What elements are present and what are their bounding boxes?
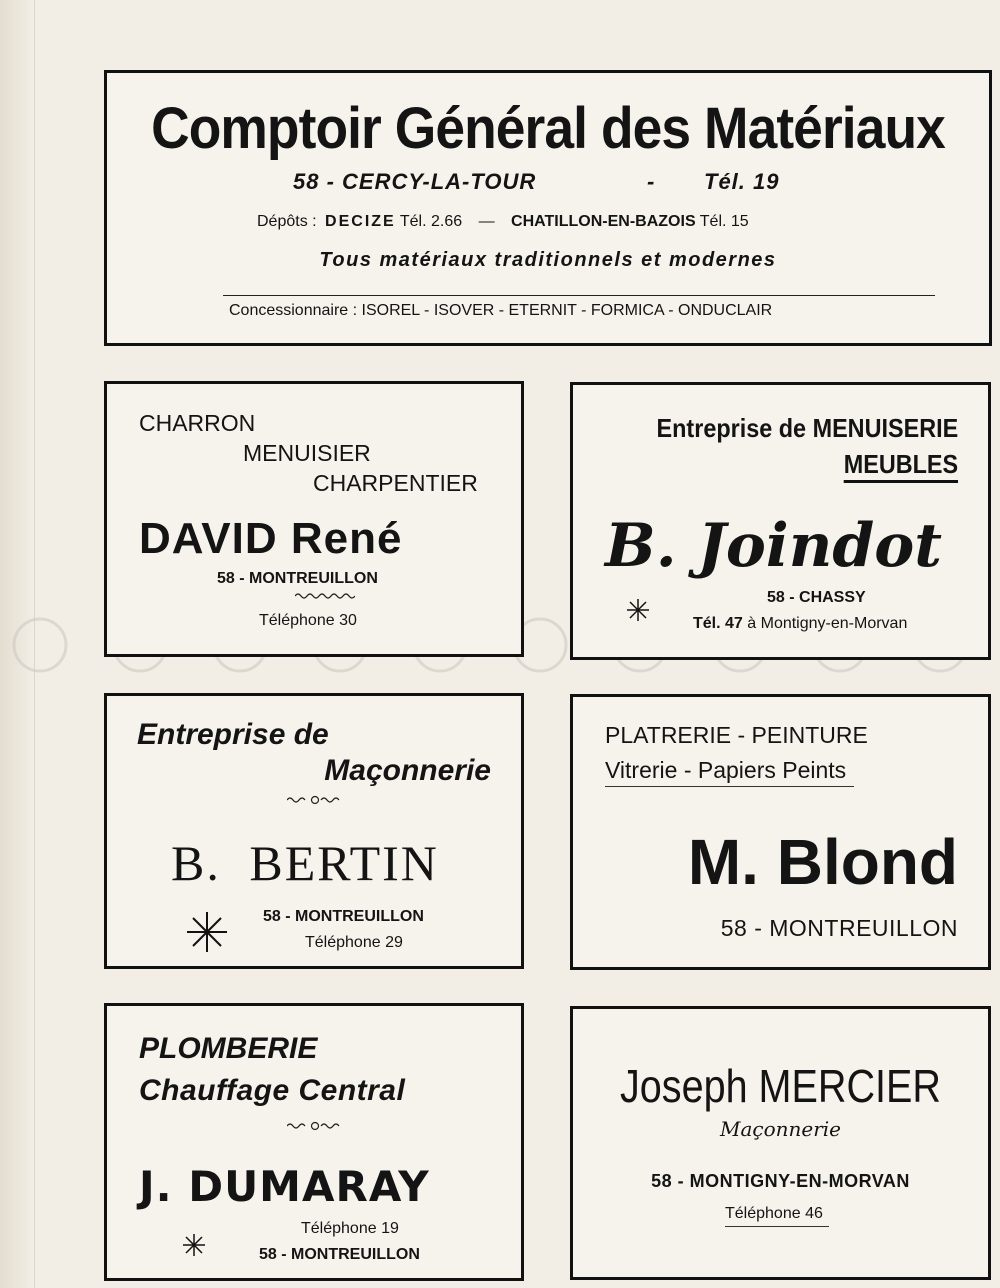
depots-label: Dépôts : (257, 213, 317, 230)
dumaray-trade-2: Chauffage Central (139, 1074, 406, 1107)
blond-trade-1: PLATRERIE - PEINTURE (605, 722, 868, 748)
blond-trade-2: Vitrerie - Papiers Peints (605, 757, 854, 787)
bertin-phone: Téléphone 29 (305, 934, 403, 951)
star-icon (187, 912, 227, 952)
joindot-name: B. Joindot (605, 511, 943, 581)
joindot-meubles: MEUBLES (844, 449, 958, 483)
joindot-phone (693, 615, 907, 633)
mercier-name: Joseph MERCIER (620, 1060, 941, 1112)
joindot-phone-location: à Montigny-en-Morvan (747, 615, 908, 632)
david-phone: Téléphone 30 (259, 612, 357, 629)
dumaray-name: J. DUMARAY (139, 1162, 430, 1211)
comptoir-concession: Concessionnaire : ISOREL - ISOVER - ETERNIT - FORMICA - ONDUCLAIR (229, 302, 773, 319)
comptoir-advert (104, 70, 992, 346)
joindot-address: 58 - CHASSY (767, 589, 866, 606)
mercier-phone: Téléphone 46 (725, 1205, 829, 1227)
blond-advert (570, 694, 991, 970)
comptoir-slogan: Tous matériaux traditionnels et modernes (319, 249, 777, 271)
david-name: DAVID René (139, 514, 403, 563)
bertin-advert (104, 693, 524, 969)
dumaray-flourish (287, 1120, 343, 1132)
star-icon (183, 1234, 205, 1256)
depot-dash: — (478, 213, 495, 230)
star-icon (627, 599, 649, 621)
bertin-name: B. BERTIN (171, 835, 439, 891)
blond-address: 58 - MONTREUILLON (720, 915, 958, 941)
joindot-phone-number: Tél. 47 (693, 615, 743, 632)
comptoir-separator: - (647, 169, 655, 194)
comptoir-address: 58 - CERCY-LA-TOUR (293, 169, 537, 194)
mercier-advert (570, 1006, 991, 1280)
dumaray-advert (104, 1003, 524, 1281)
mercier-trade: Maçonnerie (719, 1117, 842, 1141)
comptoir-title: Comptoir Général des Matériaux (151, 96, 945, 161)
joindot-advert (570, 382, 991, 660)
comptoir-rule (223, 295, 935, 296)
joindot-trade: Entreprise de MENUISERIE (656, 413, 958, 443)
david-advert (104, 381, 524, 657)
david-trade-1: CHARRON (139, 410, 256, 436)
dumaray-phone: Téléphone 19 (301, 1220, 399, 1237)
comptoir-phone: Tél. 19 (704, 169, 780, 194)
david-flourish (295, 592, 355, 600)
depot-decize: DECIZE (325, 213, 396, 230)
bertin-trade-2: Maçonnerie (324, 754, 491, 787)
depot-chatillon-tel: Tél. 15 (699, 213, 749, 230)
bertin-trade-1: Entreprise de (137, 718, 329, 751)
depot-decize-tel: Tél. 2.66 (399, 213, 463, 230)
blond-name: M. Blond (687, 826, 958, 898)
mercier-address: 58 - MONTIGNY-EN-MORVAN (651, 1171, 910, 1191)
depot-chatillon: CHATILLON-EN-BAZOIS (511, 213, 696, 230)
david-trade-3: CHARPENTIER (313, 470, 478, 496)
david-address: 58 - MONTREUILLON (217, 570, 378, 587)
bertin-address: 58 - MONTREUILLON (263, 908, 424, 925)
dumaray-trade-1: PLOMBERIE (139, 1032, 318, 1065)
comptoir-depots-line (257, 213, 749, 231)
dumaray-address: 58 - MONTREUILLON (259, 1246, 420, 1263)
bertin-flourish (287, 794, 343, 806)
david-trade-2: MENUISIER (243, 440, 371, 466)
